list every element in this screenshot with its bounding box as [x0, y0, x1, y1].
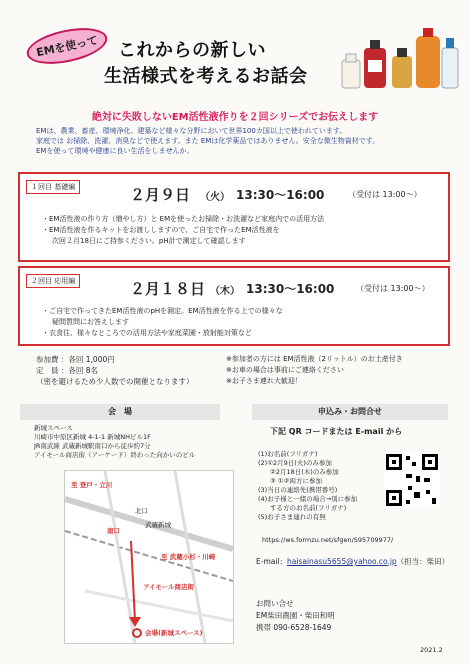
intro-line1: EMは、農業、畜産、環境浄化、建築など様々な分野において世界100カ国以上で使われています。 [36, 127, 347, 135]
session1-note: （受付は 13:00〜） [348, 190, 422, 199]
badge-text: EMを使って [35, 33, 100, 60]
venue-access1: JR南武線 武蔵新城駅南口から徒歩約7分 [34, 442, 151, 450]
fee-line: 参加費 ：各回 1,000円 [36, 355, 115, 364]
venue-address: 川崎市中原区新城 4-1-1 新城NHビル1F [34, 433, 151, 441]
fee-info [36, 354, 194, 387]
map-street2: 至 武蔵小杉・川崎 [161, 553, 216, 561]
session2-b3: ・衣食住、様々なところでの活用方法や家庭菜園・放射能対策など [42, 329, 252, 337]
inquiry-phone: 携帯 090-6528-1649 [256, 623, 332, 632]
email-address[interactable]: haisainasu5655@yahoo.co.jp [287, 557, 397, 566]
session2-b2: 疑問質問にお答えします [52, 318, 129, 326]
capacity-note: （密を避けるため少人数での開催となります） [36, 377, 194, 386]
em-badge [24, 22, 111, 70]
session1-time: 13:30〜16:00 [236, 188, 325, 202]
venue-header: 会 場 [20, 404, 220, 420]
field-session-b: ②2月18日(木)のみ参加 [270, 468, 339, 476]
field-companion: (4)お子様と一緒の場合→別に参加 [258, 495, 358, 503]
map-street1: 至 登戸・立川 [71, 481, 113, 489]
session2-bullets [42, 306, 442, 339]
field-session-c: ③ ①②両方に参加 [270, 477, 323, 485]
map-south-exit: 南口 [107, 527, 120, 535]
field-companion-b: する方のお名前(フリガナ) [270, 504, 347, 512]
session2-b1: ・ご自宅で作ってきたEM活性液のpHを測定。EM活性液を作る上での様々な [42, 307, 283, 315]
venue-access2: アイモール商店街（アーケード）終わった向かいのビル [34, 451, 196, 459]
session1-b3: 次回２月18日にご持参ください。pH計で測定して確認します [52, 237, 246, 245]
notes [226, 354, 403, 387]
email-line [256, 556, 449, 567]
map [64, 470, 234, 644]
venue-info [34, 424, 234, 460]
title-line1: これからの新しい [118, 40, 266, 61]
map-north-exit: 北口 [135, 507, 148, 515]
session1-box [18, 172, 450, 262]
inquiry-org: EM柴田農園・柴田和明 [256, 611, 335, 620]
intro-text [36, 126, 456, 156]
note-gift: ※参加者の方には EM活性液（2リットル）のお土産付き [226, 355, 403, 363]
inquiry-title: お問い合せ [256, 599, 294, 608]
issue-date: 2021.2 [420, 646, 443, 654]
form-fields [258, 450, 398, 522]
session2-date: ２月１８日 [130, 280, 206, 298]
session1-b2: ・EM活性液を作るキットをお渡ししますので、ご自宅で作ったEM活性液を [42, 226, 280, 234]
qr-code-icon[interactable] [384, 452, 440, 508]
email-label: E-mail： [256, 557, 288, 566]
contact-header: 申込み・お問合せ [252, 404, 448, 420]
venue-name: 新城スペース [34, 424, 73, 432]
intro-line2: 家庭では お掃除、洗濯、消臭などで使えます。また EMは化学薬品ではありません。安全な微生物資材です。 [36, 137, 380, 145]
field-phone: (3)当日の連絡先(携帯番号) [258, 486, 338, 494]
field-kids: (5)お子さま連れの有無 [258, 513, 326, 521]
session1-date: ２月９日 [130, 186, 191, 204]
subtitle: 絶対に失敗しないEM活性液作りを２回シリーズでお伝えします [91, 112, 379, 123]
session2-round: ２回目 応用編 [26, 274, 80, 288]
session1-bullets [42, 214, 442, 247]
session1-round: １回目 基礎編 [26, 180, 80, 194]
bottles-image [340, 26, 460, 90]
capacity-line: 定 員 ：各回 8名 [36, 366, 99, 375]
session2-time: 13:30〜16:00 [246, 282, 335, 296]
map-shop: アイモール商店街 [143, 583, 195, 591]
inquiry-block [256, 598, 335, 634]
session2-note: （受付は 13:00〜） [356, 284, 430, 293]
field-name: (1)お名前(フリガナ) [258, 450, 318, 458]
note-kids: ※お子さま連れ大歓迎！ [226, 377, 302, 385]
field-session: (2)①2月9日(火)のみ参加 [258, 459, 332, 467]
title-line2: 生活様式を考えるお話会 [104, 66, 308, 87]
intro-line3: EMを使って環境や健康に良い生活をしませんか。 [36, 147, 194, 155]
contact-lead: 下記 QR コードまたは E-mail から [270, 427, 403, 436]
form-url[interactable]: https://ws.formzu.net/sfgen/S95709977/ [262, 536, 394, 544]
map-station: 武蔵新城 [145, 521, 171, 529]
session2-day: （木） [210, 286, 240, 297]
note-car: ※お車の場合は事前にご連絡ください [226, 366, 344, 374]
session2-box [18, 266, 450, 346]
email-note: （担当：柴田） [396, 557, 450, 566]
map-destination: 会場(新城スペース) [145, 629, 203, 637]
session1-b1: ・EM活性液の作り方（増やし方）と EMを使ったお掃除・お洗濯など家庭内での活用方法 [42, 215, 325, 223]
session1-day: （火） [200, 192, 230, 203]
